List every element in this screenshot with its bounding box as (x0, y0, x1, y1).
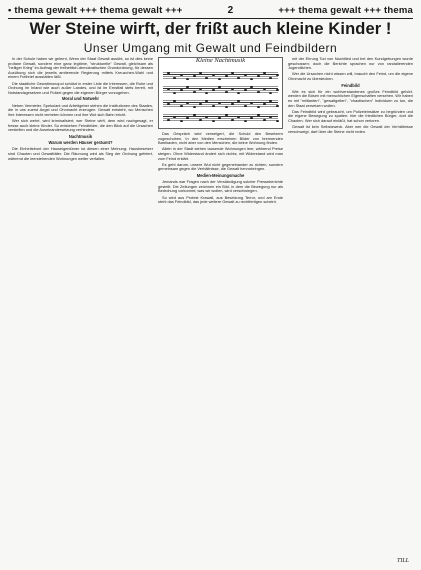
music-note (231, 88, 234, 90)
music-note (212, 74, 215, 76)
music-note (225, 114, 228, 116)
section-heading: Warum werden Häuser geräumt? (48, 140, 113, 146)
paragraph: mit der Ehrung Tod von Nachtlied und bei den Kundgebungen wurde geschossen; doch die Berichte sprachen nur von randalierenden Jugendlichen. (288, 57, 413, 71)
paragraph: Jemands war Fragen nach der Verständigung solcher Presseberichte gestellt. Die Zeitungen zeichnen ein Bild, in dem die Bewegung nur als Bedrohung vorkommt; was wir wollen, wird verschwiegen. (158, 179, 283, 194)
paragraph: Das Gespräch wird verweigert, die Schuld den Besetzern zugeschoben. In den Medien erscheinen Bilder von brennenden Barrikaden, nicht aber von den Menschen, die keine Wohnung finden. (158, 131, 283, 146)
signature: TILL (396, 558, 409, 564)
paragraph: Es geht darum, unsere Wut nicht gegeneinander zu richten, sondern gemeinsam gegen die Verhältnisse, die Gewalt hervorbringen. (158, 161, 283, 172)
paragraph: Das Feindbild wird gebraucht, um Polizeieinsätze zu begründen und die eigene Bewegung zu spalten: hier die friedlichen Bürger, dort die Chaoten. Wer sich darauf einläßt, hat schon verloren. (288, 108, 413, 123)
header-banner (8, 3, 413, 17)
music-note (199, 72, 202, 74)
music-note (180, 74, 183, 76)
music-note (263, 119, 266, 121)
music-note (244, 105, 247, 107)
music-note (231, 119, 234, 121)
paragraph: Die staatliche Gewaltmonopol schützt in erster Linie die Interessen, die Ruhe und Ordnung im Inland wie auch außer Landes, und ist im Ernstfall stets bereit, mit Notstandsgesetzen und Polizei gegen die eigenen Bürger vorzugehen. (8, 80, 153, 95)
music-note (237, 116, 240, 118)
music-note (257, 114, 260, 116)
music-note (193, 114, 196, 116)
page-number: 2 (227, 4, 234, 16)
music-note (186, 102, 189, 104)
paragraph: Wer sich wehrt, wird kriminalisiert; wer Steine wirft, dem wird nachgesagt, er fresse auch kleine Kinder. So entstehen Feindbilder, die den Blick auf die Ursachen verstellen und die Auseinandersetzung verhindern. (8, 117, 153, 133)
score-title: Kleine Nachtmusik (195, 57, 246, 64)
music-note (276, 74, 279, 76)
music-note (167, 88, 170, 90)
music-note (218, 102, 221, 104)
music-note (276, 105, 279, 107)
music-note (225, 75, 228, 77)
header-left: • thema gewalt +++ thema gewalt +++ (8, 4, 183, 16)
music-note (193, 91, 196, 93)
paragraph: So wird aus Protest Krawall, aus Besetzung Terror, und am Ende steht das Feindbild, das jede weitere Gewalt zu rechtfertigen scheint. (158, 194, 283, 205)
music-note (244, 74, 247, 76)
column-2 (158, 57, 283, 562)
paragraph: Wie es sich für ein wohlverstandenes großes Feindbild gehört, werden die Bösen mit menschlichen Eigenschaften versehen. Wir haben es mit "militanten", "gewaltgeilen", "chaotischen" Individuen zu tun, die den Staat zersetzen wollen. (288, 88, 413, 108)
article-columns (8, 57, 413, 562)
music-note (205, 116, 208, 118)
music-note (231, 72, 234, 74)
music-note (173, 116, 176, 118)
paragraph: Neben Vermieter, Spekulant und Arbeitgeber stehen die Institutionen des Staates, die in uns zuerst Angst und Ohnmacht erzeugen. Gewalt entsteht, wo Menschen ihre Interessen nicht vertreten können und ihre Wut sich Bahn bricht. (8, 102, 153, 117)
paragraph: In der Schule haben wir gelernt, Wenn der Staat Gewalt ausübt, so ist dies keine profane Gewalt, sondern eine ganz legitime, "strukturelle" Gewalt, gleichsam als "heiliger Krieg" im Auftrag der freiheitlich-demokratischen Grundordnung, für dessen Ausübung sich die jeweils amtierende Regierung mittels Kreuzchen-Wahl und einem Freibrief ausstatten läßt. (8, 57, 153, 80)
music-note (263, 72, 266, 74)
header-rule (8, 18, 413, 19)
section-heading: Feindbild (341, 82, 360, 88)
column-1 (8, 57, 153, 562)
paragraph: Allein in der Stadt stehen tausende Wohnungen leer, während Preise steigen. Ohne Widerstand ändert sich nichts; mit Widerstand wird man zum Feind erklärt. (158, 146, 283, 161)
section-heading: Moral und Notwehr (61, 96, 100, 102)
column-3 (288, 57, 413, 562)
music-note (167, 119, 170, 121)
music-note (263, 88, 266, 90)
article-title: Wer Steine wirft, der frißt auch kleine Kinder ! (29, 20, 392, 38)
music-note (199, 119, 202, 121)
sheet-music-illustration (158, 57, 283, 129)
paragraph: Die Einheitsfront der Hauseigentümer ist diesen einer Meinung: Hausbesetzer sind Chaoten und Gewalttäter. Die Räumung wird als Sieg der Ordnung gefeiert, während die leerstehenden Wohnungen weiter verfallen. (8, 146, 153, 161)
music-note (180, 105, 183, 107)
music-note (167, 72, 170, 74)
music-note (193, 75, 196, 77)
music-note (199, 88, 202, 90)
section-heading: Medien-Meinungsmache (196, 172, 245, 178)
header-right: +++ thema gewalt +++ thema (278, 4, 413, 16)
music-note (212, 105, 215, 107)
music-note (225, 91, 228, 93)
music-note (250, 102, 253, 104)
paragraph: Wer die Ursachen nicht wissen will, braucht den Feind, um die eigene Ohnmacht zu überdecken. (288, 71, 413, 81)
section-heading: Nachtmusik (68, 133, 93, 139)
music-note (276, 89, 279, 91)
paragraph: Gewalt ist kein Selbstzweck. Aber wer die Gewalt der Verhältnisse verschweigt, darf über die Steine nicht reden. (288, 124, 413, 134)
music-note (269, 116, 272, 118)
article-subtitle: Unser Umgang mit Gewalt und Feindbildern (83, 41, 338, 55)
music-note (257, 75, 260, 77)
music-note (257, 91, 260, 93)
